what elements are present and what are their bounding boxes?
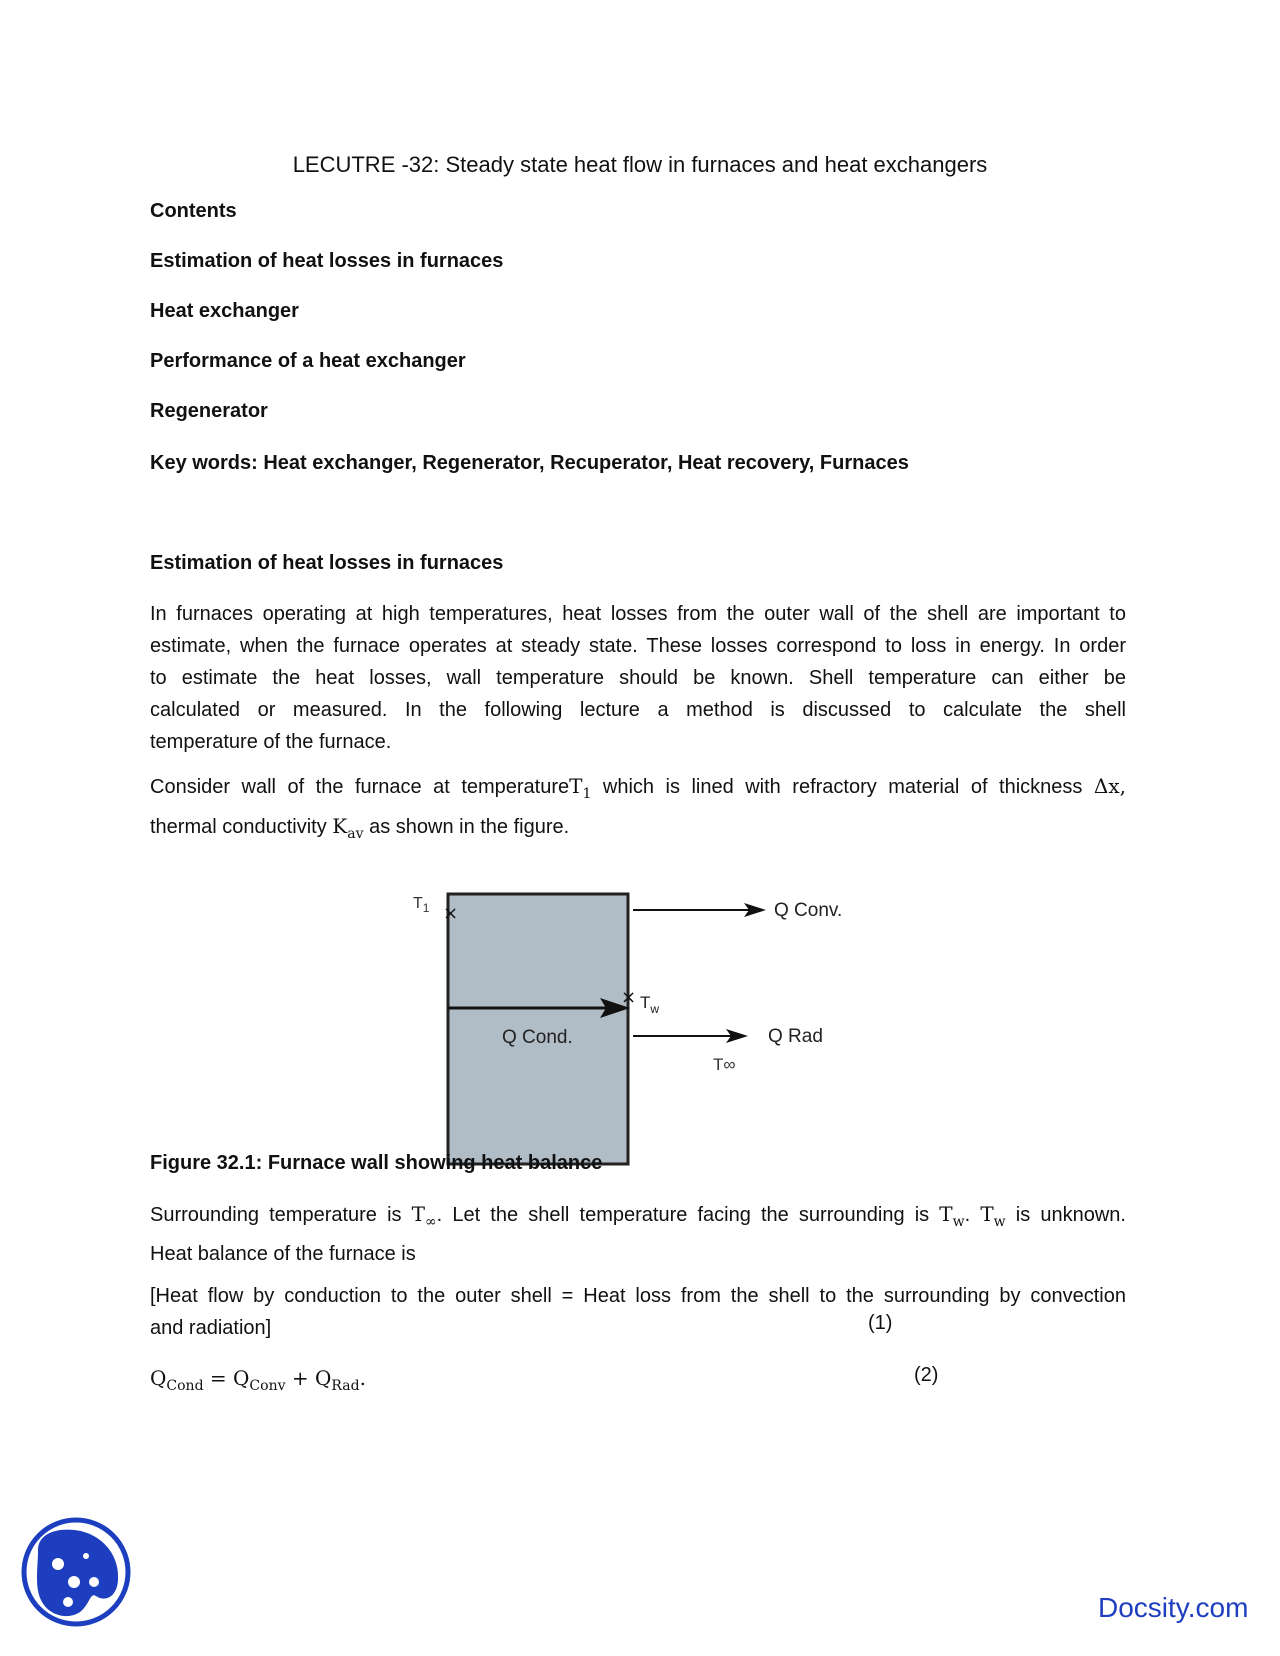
tw-symbol — [939, 1202, 965, 1230]
equation-2 — [150, 1366, 366, 1394]
para3-text-b: . Let the shell temperature facing the surrounding is — [436, 1204, 940, 1226]
eq-q-rad-sub: Rad — [331, 1378, 360, 1394]
para1-line3: to estimate the heat losses, wall temperature should be known. Shell temperature can either be — [150, 667, 1126, 689]
eq-q-cond: Q — [150, 1366, 167, 1390]
para1-line5: temperature of the furnace. — [150, 731, 392, 753]
k-subscript: av — [347, 826, 364, 842]
eq-q-conv-sub: Conv — [249, 1378, 286, 1394]
contents-item-performance: Performance of a heat exchanger — [150, 350, 466, 372]
equation-number-1: (1) — [868, 1312, 893, 1334]
tw-marker: × — [621, 987, 637, 1008]
eq-q-conv: Q — [233, 1366, 250, 1390]
para3-text-c: . — [964, 1204, 981, 1226]
para3-line2: Heat balance of the furnace is — [150, 1243, 416, 1265]
keywords: Key words: Heat exchanger, Regenerator, Recuperator, Heat recovery, Furnaces — [150, 452, 909, 474]
equation-number-2: (2) — [914, 1364, 939, 1386]
k-letter: K — [332, 814, 348, 838]
paragraph-heat-balance — [150, 1280, 1126, 1344]
eq-period: . — [359, 1366, 366, 1390]
eq-q-cond-sub: Cond — [166, 1378, 204, 1394]
eq-q-rad: Q — [314, 1366, 332, 1390]
tinf-letter: T — [411, 1202, 425, 1226]
page-title: LECUTRE -32: Steady state heat flow in furnaces and heat exchangers — [292, 152, 988, 177]
tinf-symbol — [411, 1202, 437, 1230]
tinf-subscript: ∞ — [425, 1214, 437, 1230]
contents-heading: Contents — [150, 200, 237, 222]
dx-symbol: Δx, — [1093, 774, 1126, 798]
tw-letter: T — [939, 1202, 953, 1226]
para2-text-a: Consider wall of the furnace at temperature — [150, 776, 570, 798]
t1-subscript: 1 — [582, 786, 592, 802]
docsity-logo-icon[interactable] — [20, 1516, 132, 1628]
contents-item-heat-exchanger: Heat exchanger — [150, 300, 299, 322]
k-symbol — [332, 814, 364, 842]
para4-line2: and radiation] — [150, 1317, 272, 1339]
para2-text-b: which is lined with refractory material of thickness — [591, 776, 1094, 798]
para2-text-c: thermal conductivity — [150, 816, 333, 838]
para3-text-d: is unknown. — [1005, 1204, 1126, 1226]
contents-item-heat-losses: Estimation of heat losses in furnaces — [150, 250, 504, 272]
q-conv-label: Q Conv. — [774, 900, 843, 921]
para2-line1 — [150, 770, 1126, 810]
t1-symbol — [569, 774, 592, 802]
para3-line1 — [150, 1198, 1126, 1238]
tw2-subscript: w — [993, 1214, 1006, 1230]
t-inf-label: T∞ — [713, 1055, 736, 1074]
para4-line1: [Heat flow by conduction to the outer shell = Heat loss from the shell to the surrounding by convection — [150, 1285, 1126, 1307]
t1-letter: T — [569, 774, 583, 798]
q-rad-label: Q Rad — [768, 1026, 823, 1047]
tw-figure-label: $T_w$ — [640, 993, 660, 1016]
furnace-wall-figure — [400, 892, 900, 1192]
paragraph-intro — [150, 598, 1126, 758]
para1-line4: calculated or measured. In the following lecture a method is discussed to calculate the shell — [150, 699, 1126, 721]
paragraph-surrounding — [150, 1198, 1126, 1270]
contents-item-regenerator: Regenerator — [150, 400, 268, 422]
para3-text-a: Surrounding temperature is — [150, 1204, 412, 1226]
q-cond-label: Q Cond. — [502, 1027, 573, 1048]
t1-figure-label: $T_1$ — [413, 895, 430, 915]
tw2-symbol — [980, 1202, 1006, 1230]
eq-plus: + — [285, 1366, 315, 1390]
section-heading: Estimation of heat losses in furnaces — [150, 552, 504, 574]
para1-line1: In furnaces operating at high temperatures, heat losses from the outer wall of the shell are important to — [150, 603, 1126, 625]
para2-line2 — [150, 810, 1126, 850]
tw2-letter: T — [980, 1202, 994, 1226]
docsity-brand-link[interactable]: Docsity.com — [1098, 1592, 1249, 1623]
eq-equals: = — [203, 1366, 234, 1390]
figure-caption: Figure 32.1: Furnace wall showing heat balance — [150, 1152, 603, 1174]
para1-line2: estimate, when the furnace operates at steady state. These losses correspond to loss in energy. In order — [150, 635, 1126, 657]
paragraph-wall — [150, 770, 1126, 850]
para2-text-d: as shown in the figure. — [363, 816, 570, 838]
tw-subscript: w — [952, 1214, 965, 1230]
t1-marker: × — [443, 903, 459, 924]
